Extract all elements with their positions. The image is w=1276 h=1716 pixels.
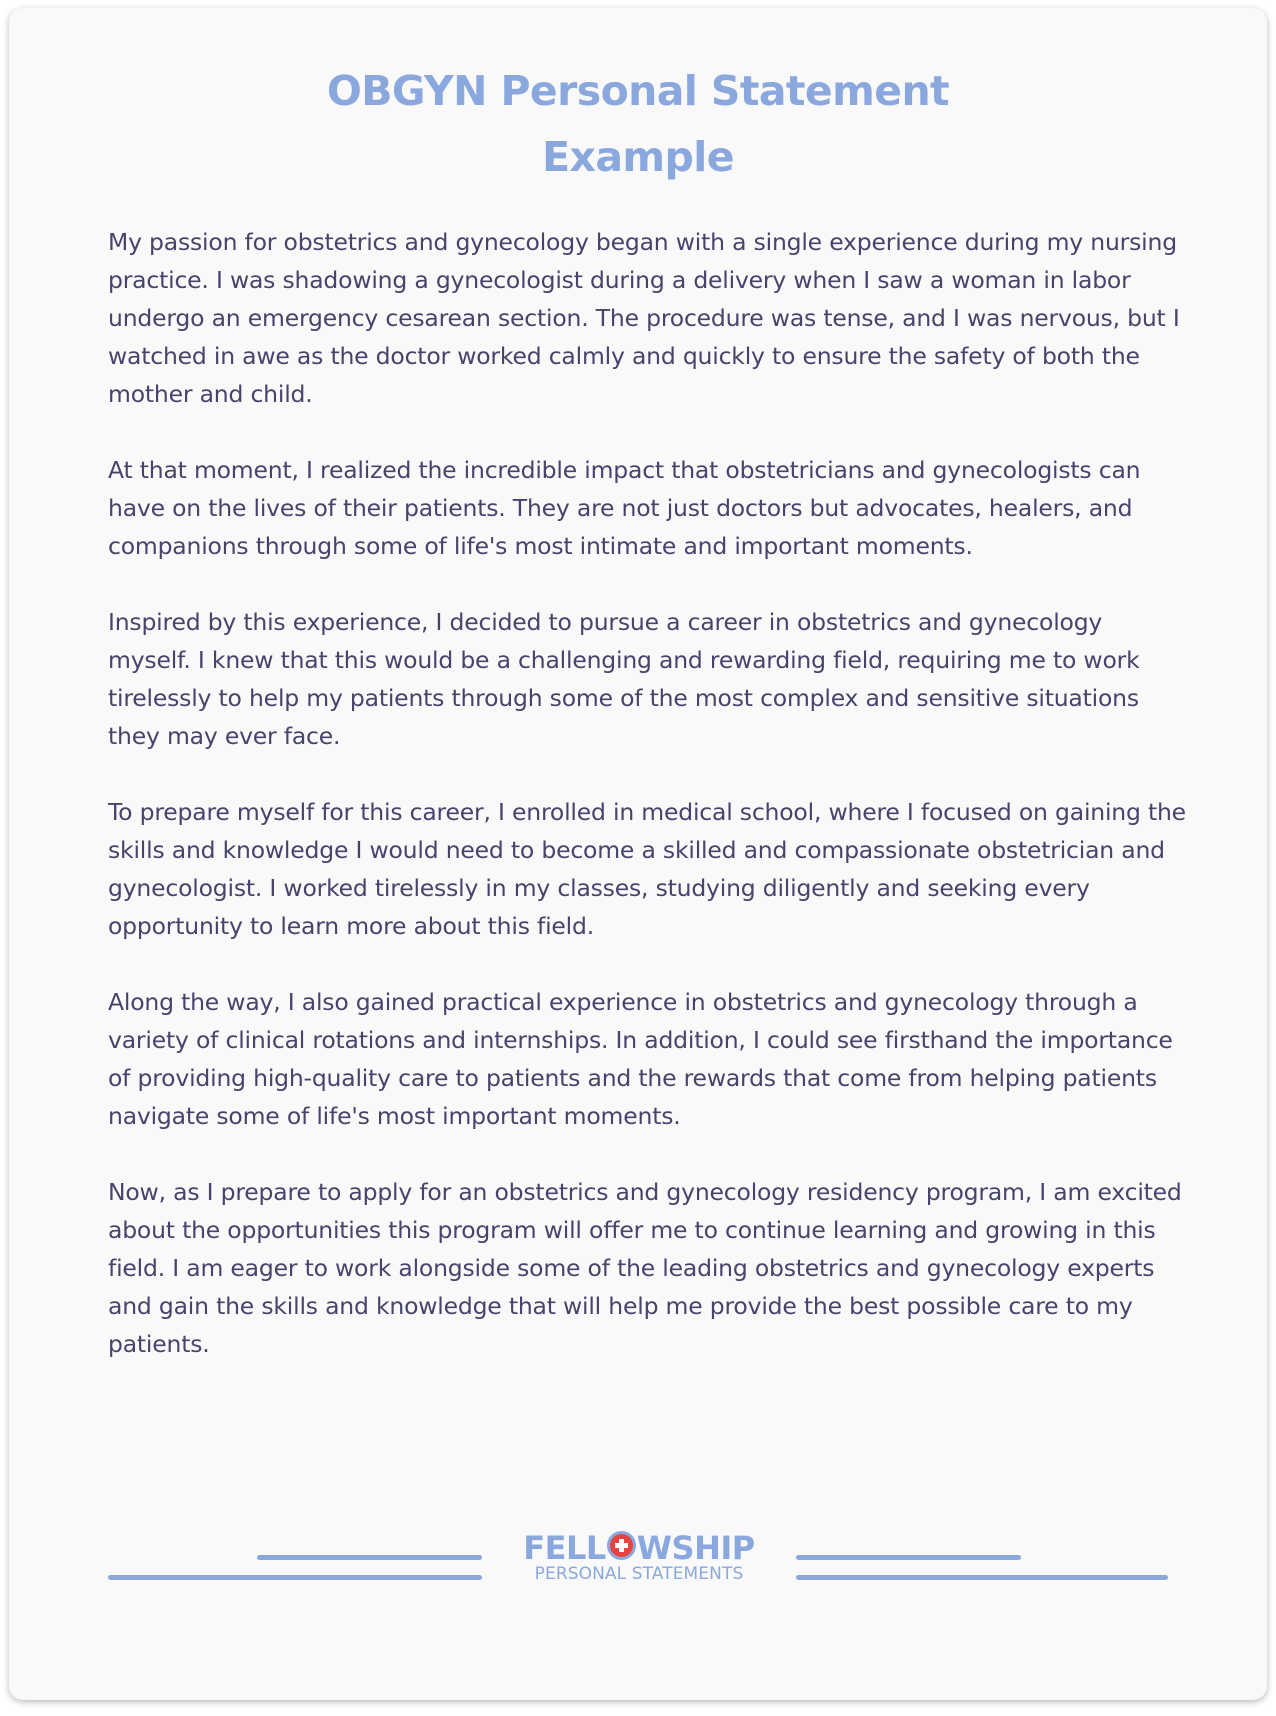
page-title [0,58,1276,190]
title-line-1: OBGYN Personal Statement [326,67,950,115]
paragraph-2: At that moment, I realized the incredible impact that obstetricians and gynecologists can have on the lives of their patients. They are not just doctors but advocates, healers, and companions through some of life's most intimate and important moments. [108,456,1141,560]
left-divider-lower [108,1575,482,1580]
paragraph-5: Along the way, I also gained practical experience in obstetrics and gynecology through a variety of clinical rotations and internships. In addition, I could see firsthand the importance of providing high-quality care to patients and the rewards that come from helping patients navigate some of life's most important moments. [108,988,1173,1130]
logo-text-start: FELL [523,1529,606,1567]
statement-body [108,223,1188,1401]
logo-text-end: WSHIP [636,1529,755,1567]
right-divider-upper [796,1555,1021,1560]
paragraph-1: My passion for obstetrics and gynecology began with a single experience during my nursing practice. I was shadowing a gynecologist during a delivery when I saw a woman in labor undergo an emergency cesarean section. The procedure was tense, and I was nervous, but I watched in awe as the doctor worked calmly and quickly to ensure the safety of both the mother and child. [108,228,1180,408]
left-divider-upper [257,1555,482,1560]
fellowship-logo [519,1531,759,1583]
right-divider-lower [796,1575,1168,1580]
paragraph-6: Now, as I prepare to apply for an obstetrics and gynecology residency program, I am excited about the opportunities this program will offer me to continue learning and growing in this field. I am eager to work alongside some of the leading obstetrics and gynecology experts and gain the skills and knowledge that will help me provide the best possible care to my patients. [108,1178,1182,1358]
logo-subtitle: PERSONAL STATEMENTS [534,1564,744,1584]
medical-cross-icon [607,1531,636,1560]
title-line-2: Example [542,133,734,181]
paragraph-3: Inspired by this experience, I decided to pursue a career in obstetrics and gynecology myself. I knew that this would be a challenging and rewarding field, requiring me to work tirelessly to help my patients through some of the most complex and sensitive situations they may ever face. [108,608,1140,750]
logo-wordmark [519,1531,759,1565]
paragraph-4: To prepare myself for this career, I enrolled in medical school, where I focused on gaining the skills and knowledge I would need to become a skilled and compassionate obstetrician and gynecologist. I worked tirelessly in my classes, studying diligently and seeking every opportunity to learn more about this field. [108,798,1186,940]
